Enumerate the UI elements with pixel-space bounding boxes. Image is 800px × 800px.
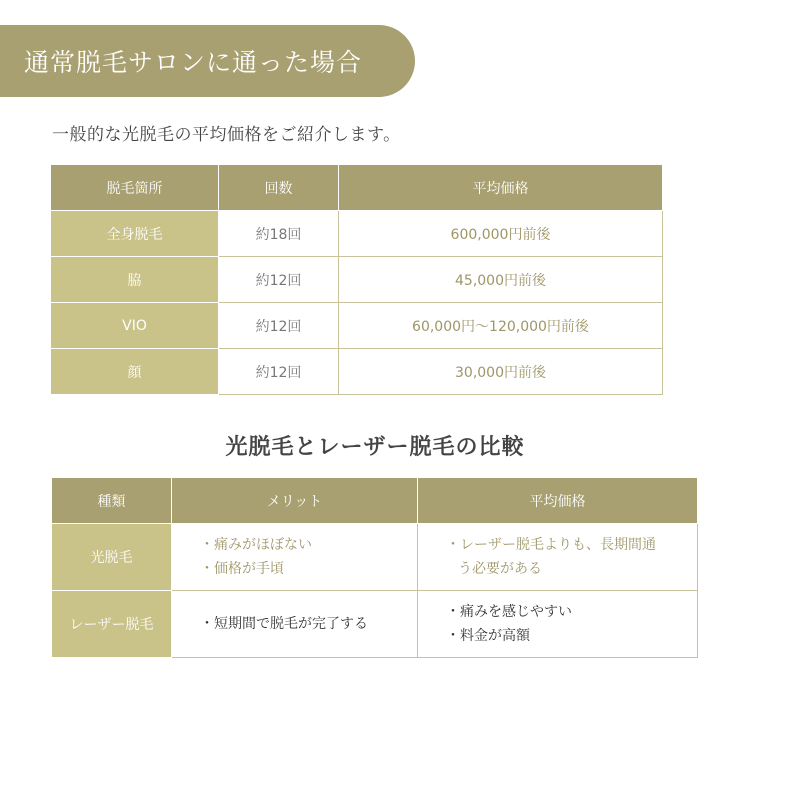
row-area: VIO <box>51 303 219 349</box>
header-area: 脱毛箇所 <box>51 165 219 211</box>
table-row <box>51 303 663 349</box>
header-price: 平均価格 <box>418 478 698 524</box>
comparison-table-header <box>52 478 698 524</box>
table-row <box>51 349 663 395</box>
row-count: 約12回 <box>219 349 339 395</box>
row-count: 約18回 <box>219 211 339 257</box>
header-type: 種類 <box>52 478 172 524</box>
table-row <box>52 524 698 591</box>
intro-text: 一般的な光脱毛の平均価格をご紹介します。 <box>52 125 401 145</box>
banner-title: 通常脱毛サロンに通った場合 <box>24 48 363 77</box>
merit-item: ・短期間で脱毛が完了する <box>200 616 368 632</box>
section-banner <box>0 25 415 97</box>
row-price: 60,000円〜120,000円前後 <box>339 303 663 349</box>
comparison-table <box>51 477 698 658</box>
price-table-header <box>51 165 663 211</box>
price-note: ・料金が高額 <box>446 628 530 644</box>
row-area: 脇 <box>51 257 219 303</box>
header-price: 平均価格 <box>339 165 663 211</box>
row-merits <box>172 591 418 658</box>
row-price: 600,000円前後 <box>339 211 663 257</box>
merit-item: ・痛みがほぼない <box>200 537 312 553</box>
row-price: 45,000円前後 <box>339 257 663 303</box>
price-table <box>50 164 663 395</box>
row-count: 約12回 <box>219 303 339 349</box>
merit-item: ・価格が手頃 <box>200 561 284 577</box>
row-price-notes <box>418 591 698 658</box>
comparison-title: 光脱毛とレーザー脱毛の比較 <box>225 434 525 460</box>
header-count: 回数 <box>219 165 339 211</box>
row-type: 光脱毛 <box>52 524 172 591</box>
table-row <box>51 211 663 257</box>
table-row <box>52 591 698 658</box>
row-price: 30,000円前後 <box>339 349 663 395</box>
row-type: レーザー脱毛 <box>52 591 172 658</box>
table-row <box>51 257 663 303</box>
row-price-notes <box>418 524 698 591</box>
row-area: 顔 <box>51 349 219 395</box>
row-merits <box>172 524 418 591</box>
row-count: 約12回 <box>219 257 339 303</box>
header-merit: メリット <box>172 478 418 524</box>
price-note: う必要がある <box>458 561 542 577</box>
price-note: ・痛みを感じやすい <box>446 604 572 620</box>
row-area: 全身脱毛 <box>51 211 219 257</box>
price-note: ・レーザー脱毛よりも、長期間通 <box>446 537 656 553</box>
